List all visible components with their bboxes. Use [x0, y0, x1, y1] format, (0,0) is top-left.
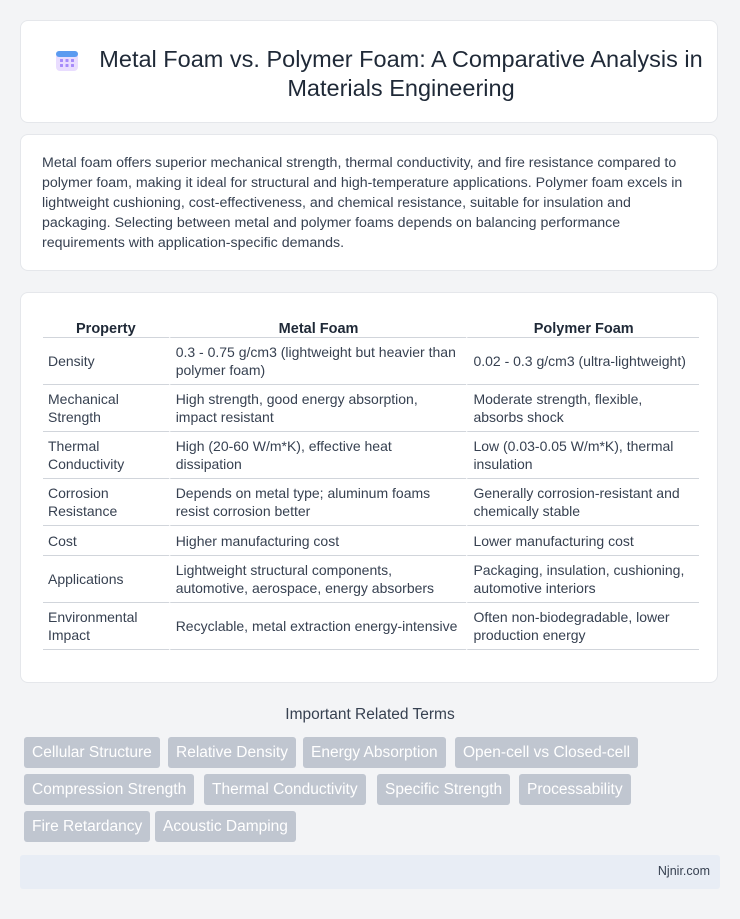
footer: [20, 855, 720, 889]
tag-energy-absorption[interactable]: Energy Absorption: [303, 737, 446, 768]
table-row: [43, 479, 699, 526]
cell-property: Environmental Impact: [43, 603, 169, 650]
summary-card: [20, 134, 718, 271]
cell-polymer: Moderate strength, flexible, absorbs shock: [466, 385, 699, 432]
cell-metal: 0.3 - 0.75 g/cm3 (lightweight but heavier than polymer foam): [169, 338, 467, 385]
cell-metal: Lightweight structural components, automotive, aerospace, energy absorbers: [169, 556, 467, 603]
cell-polymer: 0.02 - 0.3 g/cm3 (ultra-lightweight): [466, 338, 699, 385]
cell-metal: High (20-60 W/m*K), effective heat dissipation: [169, 432, 467, 479]
header-metal-foam: Metal Foam: [169, 313, 467, 338]
table-header-row: [43, 313, 699, 338]
footer-site[interactable]: Njnir.com: [657, 864, 710, 878]
title-card: [20, 20, 718, 123]
tag-fire-retardancy[interactable]: Fire Retardancy: [24, 811, 150, 842]
table-row: [43, 338, 699, 385]
cell-property: Corrosion Resistance: [43, 479, 169, 526]
cell-polymer: Often non-biodegradable, lower production energy: [466, 603, 699, 650]
summary-text: Metal foam offers superior mechanical strength, thermal conductivity, and fire resistance compared to polymer foam, making it ideal for structural and high-temperature applications. Polymer foam excels in lightweight cushioning, cost-effectiveness, and chemical resistance, suitable for insulation and packaging. Selecting between metal and polymer foams depends on balancing performance requirements with application-specific demands.: [42, 155, 683, 251]
tag-relative-density[interactable]: Relative Density: [168, 737, 296, 768]
tag-processability[interactable]: Processability: [519, 774, 631, 805]
table-row: [43, 526, 699, 556]
cell-metal: Higher manufacturing cost: [169, 526, 467, 556]
tag-compression-strength[interactable]: Compression Strength: [24, 774, 194, 805]
table-row: [43, 556, 699, 603]
cell-property: Thermal Conductivity: [43, 432, 169, 479]
cell-metal: Depends on metal type; aluminum foams resist corrosion better: [169, 479, 467, 526]
cell-property: Cost: [43, 526, 169, 556]
calendar-icon: [55, 48, 79, 72]
table-row: [43, 385, 699, 432]
cell-metal: Recyclable, metal extraction energy-intensive: [169, 603, 467, 650]
header-polymer-foam: Polymer Foam: [466, 313, 699, 338]
cell-polymer: Low (0.03-0.05 W/m*K), thermal insulation: [466, 432, 699, 479]
tag-open-vs-closed-cell[interactable]: Open-cell vs Closed-cell: [455, 737, 638, 768]
tag-acoustic-damping[interactable]: Acoustic Damping: [155, 811, 296, 842]
table-row: [43, 603, 699, 650]
cell-polymer: Generally corrosion-resistant and chemically stable: [466, 479, 699, 526]
cell-property: Applications: [43, 556, 169, 603]
cell-polymer: Lower manufacturing cost: [466, 526, 699, 556]
cell-metal: High strength, good energy absorption, impact resistant: [169, 385, 467, 432]
comparison-table: [43, 313, 699, 650]
comparison-table-card: [20, 292, 718, 683]
page-title: Metal Foam vs. Polymer Foam: A Comparative Analysis in Materials Engineering: [99, 46, 703, 101]
related-terms-heading: Important Related Terms: [285, 706, 455, 723]
cell-polymer: Packaging, insulation, cushioning, automotive interiors: [466, 556, 699, 603]
header-property: Property: [43, 313, 169, 338]
cell-property: Mechanical Strength: [43, 385, 169, 432]
cell-property: Density: [43, 338, 169, 385]
tag-thermal-conductivity[interactable]: Thermal Conductivity: [204, 774, 366, 805]
table-row: [43, 432, 699, 479]
tag-specific-strength[interactable]: Specific Strength: [377, 774, 510, 805]
tag-cellular-structure[interactable]: Cellular Structure: [24, 737, 160, 768]
